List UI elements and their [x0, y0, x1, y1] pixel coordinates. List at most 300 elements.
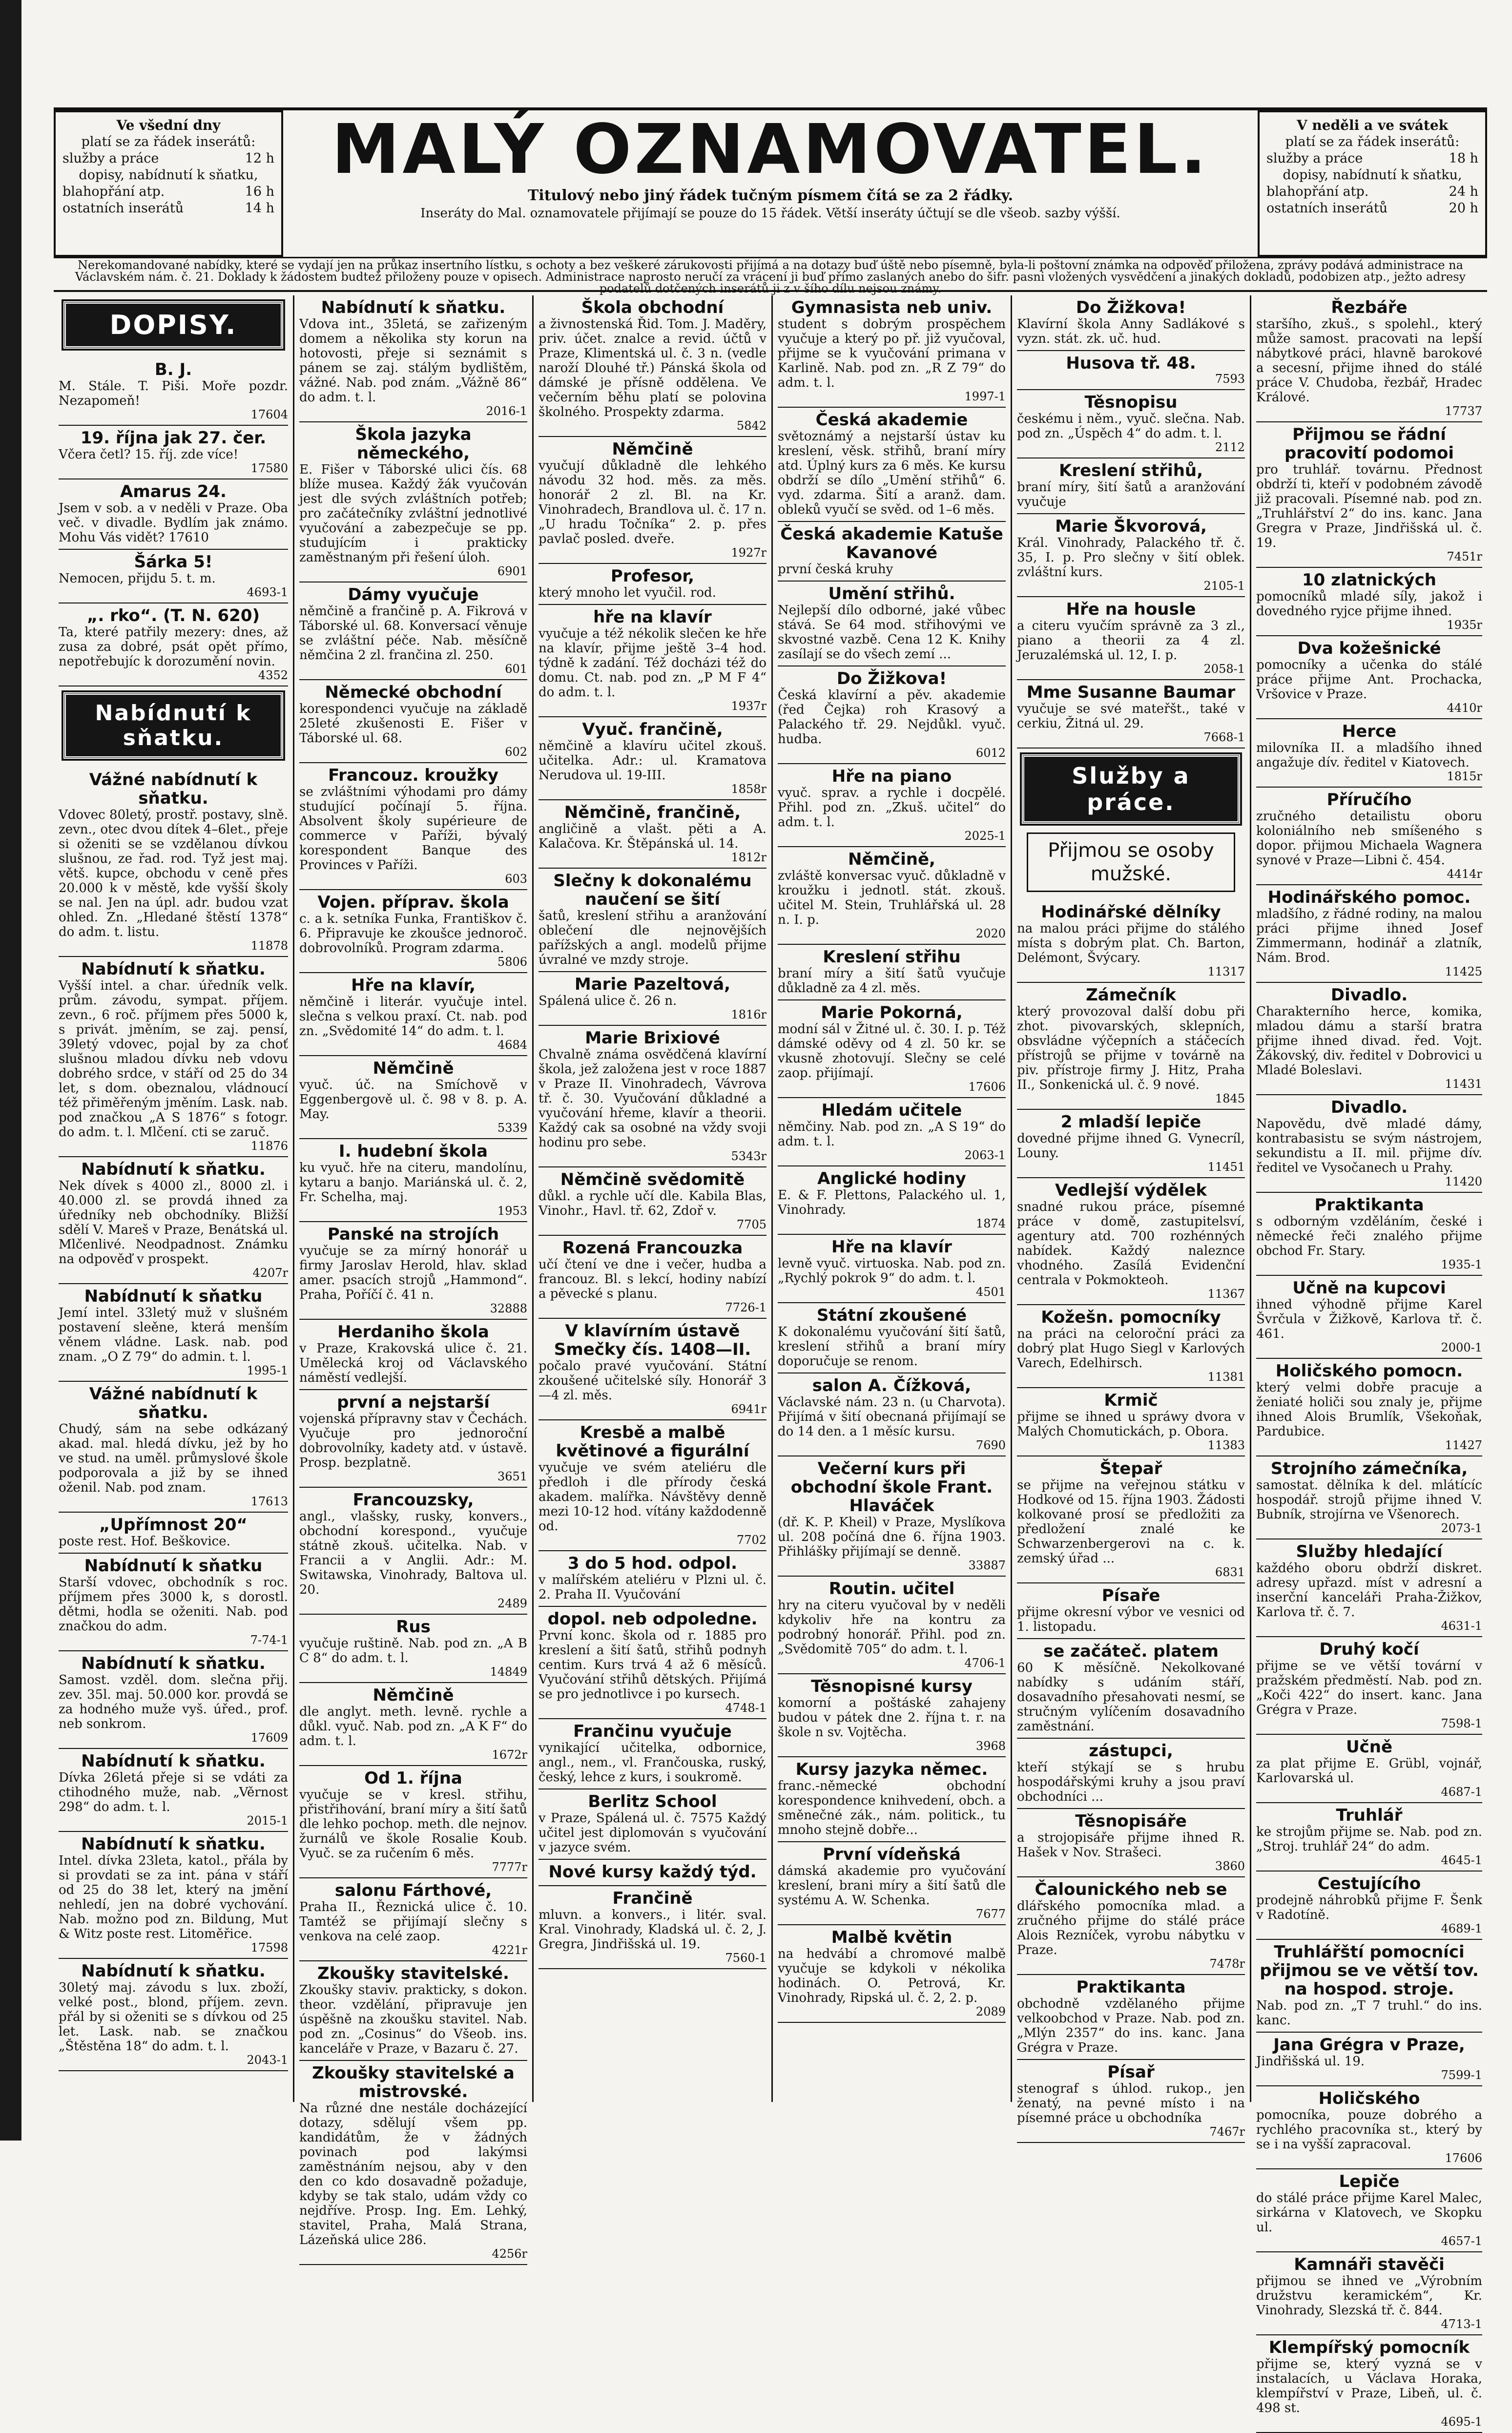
- classified-ad: [59, 1513, 288, 1554]
- classified-ad: [539, 1236, 766, 1319]
- ad-text: počalo pravé vyučování. Státní zkoušené učitelské síly. Honorář 3—4 zl. měs.: [539, 1359, 766, 1403]
- ad-heading: Vážné nabídnutí k sňatku.: [89, 770, 258, 808]
- ad-reference: 4221r: [492, 1943, 527, 1957]
- classified-ad: [299, 1615, 527, 1683]
- classified-ad: [778, 1166, 1006, 1235]
- ad-heading: Kresbě a malbě květinové a figurální: [556, 1423, 749, 1461]
- classified-ad: [1256, 1276, 1482, 1359]
- ad-reference: 17737: [1445, 404, 1482, 418]
- ad-reference: 1935-1: [1441, 1258, 1482, 1271]
- ad-heading: Frančinu vyučuje: [573, 1722, 732, 1741]
- ad-text: vyučuje ruštině. Nab. pod zn. „A B C 8“ do adm. t. l.: [299, 1636, 527, 1665]
- ad-text: na hedvábí a chromové malbě vyučuje se kdykoli v nékolika hodinách. O. Petrová, Kr. Vinohrady, Ripská ul. č. 2, 2. p.: [778, 1947, 1006, 2005]
- rate-box-sunday: [1258, 110, 1487, 257]
- ad-reference: 7478r: [1209, 1957, 1245, 1971]
- ad-heading: Praktikanta: [1076, 1977, 1186, 1997]
- ad-text: vyuč. sprav. a rychle i docpělé. Přihl. pod zn. „Zkuš. učitel“ do adm. t. l.: [778, 786, 1006, 830]
- ad-heading: Dva kožešnické: [1297, 639, 1441, 658]
- rate-line: služby a práce 18 h: [1266, 151, 1478, 166]
- ad-reference: 7705: [736, 1218, 766, 1231]
- ad-heading: Vyuč. frančině,: [582, 720, 723, 739]
- ad-heading: Šárka 5!: [134, 552, 213, 572]
- ad-reference: 7598-1: [1441, 1717, 1482, 1730]
- ad-reference: 4352: [258, 668, 288, 682]
- classified-ad: [59, 479, 288, 550]
- classified-ad: [1017, 983, 1245, 1110]
- classified-ad: [539, 800, 766, 869]
- ad-heading: „Upřímnost 20“: [99, 1515, 248, 1535]
- classified-ad: [539, 1420, 766, 1551]
- ad-text: dovedné přijme ihned G. Vynecríl, Louny.: [1017, 1131, 1245, 1161]
- ad-text: První konc. škola od r. 1885 pro kreslení a šití šatů, střihů podnyh centim. Kurs trvá 4 až 6 měsíců. Vyučování střihů dětských. Přijímá se pro jednotlivce i po kursech.: [539, 1628, 766, 1702]
- ad-text: vyučuje se své mateřšt., také v cerkiu, Žitná ul. 29.: [1017, 702, 1245, 731]
- classified-ad: [778, 1925, 1006, 2023]
- ad-text: Klavírní škola Anny Sadlákové s vyzn. stát. zk. uč. hud.: [1017, 317, 1245, 346]
- classified-ad: [778, 764, 1006, 847]
- ad-heading: Nabídnutí k sňatku: [84, 1287, 263, 1306]
- ad-heading: se začáteč. platem: [1043, 1642, 1219, 1661]
- classified-ad: [539, 717, 766, 800]
- ad-reference: 14849: [490, 1665, 527, 1679]
- ad-text: Praha II., Řeznická ulice č. 10. Tamtéž se přijímají slečny s venkova na celé zaop.: [299, 1900, 527, 1944]
- classified-ad: [299, 1878, 527, 1961]
- classified-ad: [299, 680, 527, 763]
- ad-heading: Nabídnutí k sňatku.: [81, 1654, 266, 1673]
- ad-heading: Krmič: [1104, 1391, 1158, 1410]
- ad-reference: 3968: [975, 1739, 1006, 1753]
- ad-text: braní míry, šití šatů a aranžování vyučuje: [1017, 480, 1245, 509]
- ad-text: a živnostenská Řid. Tom. J. Maděry, priv. účet. znalce a revid. účtů v Praze, Klimentská ul. č. 3 n. (vedle naroží Dlouhé tř.) Pánská škola od dámské je přísně oddělena. Ve večerním běhu platí se polovina školného. Prospekty zdarma.: [539, 317, 766, 419]
- ad-heading: Nabídnutí k sňatku.: [81, 1751, 266, 1771]
- classified-ad: [1017, 1388, 1245, 1456]
- classified-ad: [778, 1674, 1006, 1757]
- ad-reference: 2043-1: [247, 2053, 288, 2067]
- ad-reference: 1816r: [731, 1008, 766, 1021]
- classified-ad: [299, 1766, 527, 1878]
- ad-text: se zvláštními výhodami pro dámy studující počínají 5. října. Absolvent školy supérieure de commerce v Paříži, bývalý korespondent Banque des Provinces v Paříži.: [299, 785, 527, 873]
- ad-text: Nab. pod zn. „T 7 truhl.“ do ins. kanc.: [1256, 1998, 1482, 2028]
- ad-heading: I. hudební škola: [338, 1142, 488, 1161]
- ad-reference: 11425: [1445, 965, 1482, 978]
- ad-heading: Hře na klavír,: [351, 976, 476, 995]
- ad-reference: 11876: [250, 1139, 288, 1153]
- ad-reference: 4695-1: [1441, 2415, 1482, 2429]
- ad-heading: V klavírním ústavě Smečky čís. 1408—II.: [554, 1321, 751, 1359]
- ad-text: student s dobrým prospěchem vyučuje a který po př. již vyučoval, přijme se k vyučování primana v Karlině. Nab. pod zn. „R Z 79“ do adm. t. l.: [778, 317, 1006, 390]
- classified-ad: [778, 1235, 1006, 1303]
- ad-text: Vyšší intel. a char. úředník velk. prům. závodu, sympat. příjem. zevn., 6 roč. příjmem přes 5000 k, s privát. jměním, se zaj. pensí, 39letý vdovec, pojal by za choť slušnou mladou dívku neb vdovu dobrého srdce, v stáří od 25 do 34 let, s dom. obeznalou, vládnoucí též přiměřeným jměním. Lask. nab. pod značkou „A S 1876“ s fotogr. do adm. t. l. Mlčení. cti se zaruč.: [59, 978, 288, 1140]
- ad-heading: Cestujícího: [1317, 1874, 1421, 1893]
- classified-ad: [1017, 597, 1245, 680]
- ad-text: a citeru vyučím správně za 3 zl., piano a theorii za 4 zl. Jeruzalémská ul. 12, I. p.: [1017, 619, 1245, 663]
- rate-title: Ve všední dny: [116, 117, 221, 133]
- ad-reference: 4501: [975, 1285, 1006, 1299]
- ad-heading: Holičského: [1318, 2089, 1420, 2108]
- classified-ad: [539, 295, 766, 437]
- ad-text: Česká klavírní a pěv. akademie (řed Čejka) roh Krasový a Palackého tř. 29. Nejdůkl. vyuč. hudba.: [778, 688, 1006, 747]
- ad-heading: Škola jazyka německého,: [355, 425, 472, 463]
- ad-reference: 1937r: [731, 699, 766, 713]
- rate-line: platí se za řádek inserátů:: [1285, 134, 1460, 149]
- ad-heading: 19. října jak 27. čer.: [80, 428, 267, 448]
- classified-ad: [1256, 1456, 1482, 1539]
- classified-ad: [1017, 1583, 1245, 1639]
- ad-reference: 4207r: [252, 1266, 288, 1280]
- ad-heading: dopol. neb odpoledne.: [547, 1609, 758, 1629]
- ad-heading: Nabídnutí k sňatku: [84, 1556, 263, 1576]
- ad-reference: 2489: [497, 1597, 527, 1610]
- ad-text: vyučuje a též nékolik slečen ke hře na klavír, přijme ještě 3–4 hod. týdně k zadání. Též docházi též do domu. Ct. nab. pod zn. „P M F 4“ do adm. t. l.: [539, 626, 766, 700]
- classified-ad: [59, 603, 288, 686]
- ad-heading: Nabídnutí k sňatku.: [81, 1160, 266, 1179]
- ad-reference: 17606: [1445, 2151, 1482, 2165]
- classified-ad: [1256, 1193, 1482, 1276]
- classified-ad: [59, 1382, 288, 1513]
- ad-reference: 4687-1: [1441, 1785, 1482, 1799]
- ad-heading: Němčině: [612, 439, 693, 459]
- ad-text: Chvalně známa osvědčená klavírní škola, jež založena jest v roce 1887 v Praze II. Vinohradech, Vávrova tř. č. 30. Vyučování důkladné a vyučování hřeme, klavír a theorii. Každý cak sa osobné na vždy svoji hodinu pro sebe.: [539, 1047, 766, 1150]
- ad-heading: Hře na klavír: [831, 1237, 952, 1257]
- classified-ad: [1017, 458, 1245, 514]
- page-title: MALÝ OZNAMOVATEL.: [331, 110, 1209, 189]
- classified-ad: [1256, 295, 1482, 422]
- ad-text: Včera četl? 15. říj. zde více!: [59, 447, 239, 462]
- ad-heading: Kamnáři stavěči: [1294, 2255, 1445, 2274]
- ad-heading: Slečny k dokonalému naučení se šití: [553, 871, 752, 909]
- ad-reference: 2020: [975, 927, 1006, 940]
- ad-heading: Čalounického neb se: [1035, 1880, 1227, 1899]
- ad-heading: Vojen. příprav. škola: [317, 893, 509, 912]
- classified-ad: [778, 945, 1006, 1000]
- ad-heading: Němčině: [373, 1059, 454, 1078]
- ad-reference: 32888: [490, 1302, 527, 1315]
- ad-text: 30letý maj. závodu s lux. zboží, velké post., blond, příjem. zevn. přál by si oženiti se s dívkou od 25 let. Lask. nab. se značkou „Štěstěna 18“ do adm. t. l.: [59, 1980, 288, 2054]
- ad-text: Ta, které patřily mezery: dnes, až zusa za dobré, psát opět přímo, nepotřebujíc k dorozumění novin.: [59, 625, 288, 669]
- ad-text: a strojopisáře přijme ihned R. Hašek v Nov. Strašeci.: [1017, 1830, 1245, 1860]
- ad-reference: 7560-1: [725, 1951, 766, 1965]
- classified-ad: [1017, 1975, 1245, 2060]
- ad-heading: Kreslení střihů,: [1058, 461, 1203, 480]
- classified-ad: [59, 957, 288, 1157]
- ad-heading: Amarus 24.: [120, 482, 227, 501]
- ad-text: vyučuje se v kresl. střihu, přistřihování, braní míry a šití šatů dle lehko pochop. meth. dle nejnov. žurnálů ve škole Rosalie Koub. Vyuč. se za ručením 6 měs.: [299, 1788, 527, 1861]
- ad-heading: Nabídnutí k sňatku.: [81, 1834, 266, 1854]
- ad-reference: 7726-1: [725, 1301, 766, 1314]
- classified-ad: [1256, 719, 1482, 788]
- ad-reference: 2000-1: [1441, 1341, 1482, 1354]
- ad-heading: Vedlejší výdělek: [1055, 1181, 1207, 1200]
- ad-text: Samost. vzděl. dom. slečna přij. zev. 35l. maj. 50.000 kor. provdá se za hodného muže vyš. úřed., prof. neb sonkrom.: [59, 1673, 288, 1731]
- ad-text: Dívka 26letá přeje si se vdáti za ctihodného muže, nab. „Věrnost 298“ do adm. t. l.: [59, 1770, 288, 1814]
- classified-ad: [778, 847, 1006, 945]
- ad-heading: Večerní kurs při obchodní škole Frant. Hlaváček: [790, 1459, 993, 1516]
- ad-reference: 1927r: [731, 546, 766, 560]
- ad-heading: Malbě květin: [831, 1928, 953, 1947]
- ad-reference: 1672r: [492, 1748, 527, 1762]
- ad-heading: Zkoušky stavitelské a mistrovské.: [312, 2063, 515, 2101]
- classified-ad: [778, 1757, 1006, 1842]
- ad-text: který velmi dobře pracuje a ženiaté holiči sou znaly je, přijme ihned Alois Brumlík, Všekoňak, Pardubice.: [1256, 1380, 1482, 1439]
- ad-heading: Praktikanta: [1314, 1195, 1424, 1215]
- ad-reference: 17604: [250, 408, 288, 421]
- classified-ad: [778, 1303, 1006, 1373]
- classified-ad: [1256, 1872, 1482, 1940]
- ad-heading: první a nejstarší: [337, 1393, 490, 1412]
- ad-heading: Francouzsky,: [352, 1490, 474, 1510]
- ad-reference: 4410r: [1447, 701, 1482, 715]
- ad-columns: [54, 295, 1487, 2429]
- classified-ad: [778, 666, 1006, 764]
- classified-ad: [59, 1959, 288, 2071]
- classified-ad: [299, 763, 527, 890]
- ad-reference: 1997-1: [964, 390, 1006, 403]
- ad-text: vyuč. úč. na Smíchově v Eggenbergově ul. č. 98 v 8. p. A. May.: [299, 1078, 527, 1122]
- ad-reference: 6012: [975, 746, 1006, 760]
- ad-reference: 17609: [250, 1731, 288, 1745]
- classified-ad: [299, 582, 527, 680]
- classified-ad: [1017, 1178, 1245, 1305]
- ad-heading: Profesor,: [610, 566, 695, 586]
- ad-reference: 11317: [1207, 965, 1245, 978]
- rate-title: V neděli a ve svátek: [1296, 117, 1449, 133]
- column-4: [771, 295, 1011, 2102]
- ad-heading: Lepiče: [1339, 2172, 1400, 2191]
- ad-reference: 5806: [497, 955, 527, 969]
- ad-reference: 11427: [1445, 1438, 1482, 1452]
- ad-reference: 11367: [1207, 1287, 1245, 1301]
- classified-ad: [299, 1390, 527, 1488]
- classified-ad: [539, 972, 766, 1026]
- ad-heading: Německé obchodní: [325, 683, 502, 702]
- ad-text: levně vyuč. virtuoska. Nab. pod zn. „Rychlý pokrok 9“ do adm. t. l.: [778, 1256, 1006, 1286]
- classified-ad: [299, 973, 527, 1056]
- classified-ad: [778, 1098, 1006, 1166]
- ad-heading: Herce: [1342, 722, 1397, 741]
- ad-reference: 2063-1: [964, 1148, 1006, 1162]
- classified-ad: [1017, 351, 1245, 390]
- ad-text: Spálená ulice č. 26 n.: [539, 994, 677, 1008]
- classified-ad: [1256, 2086, 1482, 2169]
- ad-heading: hře na klavír: [593, 607, 712, 627]
- classified-ad: [539, 1319, 766, 1420]
- ad-text: ke strojům přijme se. Nab. pod zn. „Stroj. truhlář 24“ do adm.: [1256, 1825, 1482, 1854]
- ad-heading: Učně na kupcovi: [1292, 1278, 1446, 1298]
- ad-heading: Služby hledající: [1296, 1542, 1443, 1561]
- classified-ad: [778, 295, 1006, 408]
- classified-ad: [1256, 885, 1482, 983]
- ad-text: který provozoval další dobu při zhot. pivovarských, sklepních, obsvládne výčepních a stáčecích přístrojů se přijme v továrně na piv. přístroje firmy J. Hitz, Praha II., Sonkenická ul. č. 9 nové.: [1017, 1004, 1245, 1092]
- ad-text: (dř. K. P. Kheil) v Praze, Myslíkova ul. 208 počíná dne 6. října 1903. Přihlášky přijímají se denně.: [778, 1515, 1006, 1559]
- ad-text: vyučuje ve svém ateliéru dle předloh i dle přírody česká akadem. malířka. Návštěvy denně mezi 10-12 hod. vítány každodenně od.: [539, 1460, 766, 1534]
- section-heading-nabidnuti: Nabídnutí k sňatku.: [63, 692, 283, 759]
- ad-text: vyučují důkladně dle lehkého návodu 32 hod. měs. za měs. honorář 2 zl. Bl. na Kr. Vinohradech, Brandlova ul. č. 17 n. „U hradu Točníka“ 2. p. přes pavlač posled. dveře.: [539, 458, 766, 546]
- ad-text: s odborným vzděláním, české i německé řeči znalého přijme obchod Fr. Stary.: [1256, 1214, 1482, 1258]
- ad-text: přijme se ihned u spráwy dvora v Malých Chomutickách, p. Obora.: [1017, 1410, 1245, 1439]
- ad-heading: 3 do 5 hod. odpol.: [567, 1554, 738, 1573]
- ad-reference: 4693-1: [247, 585, 288, 599]
- rate-line: blahopřání atp. 24 h: [1266, 184, 1478, 199]
- rate-line: ostatních inserátů 14 h: [62, 201, 274, 216]
- classified-ad: [1256, 1637, 1482, 1735]
- ad-text: franc.-německé obchodní korespondence knihvedení, obch. a směnečné zák., nám. politick., tu mnoho stejně dobře...: [778, 1779, 1006, 1837]
- ad-text: komorní a poštáské zahajeny budou v pátek dne 2. října t. r. na škole n sv. Vojtěcha.: [778, 1696, 1006, 1740]
- ad-reference: 7702: [736, 1533, 766, 1547]
- ad-reference: 2025-1: [964, 829, 1006, 843]
- ad-heading: Francouz. kroužky: [328, 766, 498, 785]
- column-3: [532, 295, 771, 2102]
- ad-heading: Hodinářské dělníky: [1041, 902, 1221, 922]
- ad-reference: 3860: [1215, 1859, 1245, 1873]
- classified-ad: [59, 1157, 288, 1284]
- ad-reference: 6901: [497, 564, 527, 578]
- ad-heading: Truhlářští pomocníci přijmou se ve větší tov. na hospod. stroje.: [1260, 1942, 1479, 1999]
- ad-text: zvláště konversac vyuč. důkladně v kroužku i jednotl. stát. zkouš. učitel M. Stein, Truhlářská ul. 28 n. I. p.: [778, 869, 1006, 927]
- classified-ad: [539, 1860, 766, 1886]
- ad-reference: 603: [505, 872, 527, 886]
- classified-ad: [59, 1284, 288, 1382]
- classified-ad: [1256, 983, 1482, 1095]
- ad-reference: 7467r: [1209, 2125, 1245, 2139]
- subtitle: Titulový nebo jiný řádek tučným písmem čítá se za 2 řádky.: [527, 187, 1014, 204]
- ad-text: hry na citeru vyučoval by v neděli kdykoliv hře na kontru za podrobný honorář. Přihl. pod zn. „Svědomitě 705“ do adm. t. l.: [778, 1598, 1006, 1657]
- ad-reference: 17606: [968, 1080, 1006, 1094]
- ad-reference: 11420: [1445, 1175, 1482, 1188]
- ad-heading: Marie Škvorová,: [1055, 517, 1207, 536]
- ad-text: Nejlepší dílo odborné, jaké vůbec stává. Se 64 mod. střihovými ve skvostné vazbě. Cena 12 K. Knihy zasílají se do všech zemí ...: [778, 603, 1006, 662]
- ad-text: Na různé dne nestále docházející dotazy, sdělují všem pp. kandidátům, že v žádných povinach pod lakýmsi zaměstnáním nejsou, aby v den den co kdo dosavadně požaduje, kdyby se tak stalo, udám vždy co nejdříve. Prosp. Ing. Em. Lehký, stavitel, Praha, Malá Strana, Lázeňská ulice 286.: [299, 2101, 527, 2247]
- ad-text: mluvn. a konvers., i litér. sval. Kral. Vinohrady, Kladská ul. č. 2, J. Gregra, Jindřišská ul. 19.: [539, 1908, 766, 1952]
- classified-ad: [59, 357, 288, 426]
- ad-text: Charakterního herce, komika, mladou dámu a starší bratra přijme ihned divad. řed. Vojt. Žákovský, div. ředitel v Dobrovici u Mladé Boleslavi.: [1256, 1004, 1482, 1078]
- ad-reference: 11381: [1207, 1370, 1245, 1384]
- ad-reference: 4748-1: [725, 1701, 766, 1715]
- ad-heading: B. J.: [154, 360, 192, 379]
- classified-ad: [539, 1789, 766, 1860]
- ad-text: korespondenci vyučuje na základě 25leté zkušenosti E. Fišer v Táborské ul. 68.: [299, 702, 527, 746]
- ad-reference: 601: [505, 662, 527, 676]
- subsection-heading-prijmou: Přijmou se osoby mužské.: [1027, 832, 1235, 892]
- ad-heading: Divadlo.: [1330, 985, 1408, 1005]
- classified-ad: [1256, 2033, 1482, 2086]
- classified-ad: [1256, 1539, 1482, 1637]
- ad-text: pomocníka, pouze dobrého a rychlého pracovníka st., který by se i na vyšší zapracoval.: [1256, 2108, 1482, 2152]
- ad-text: E. & F. Plettons, Palackého ul. 1, Vinohrady.: [778, 1188, 1006, 1217]
- ad-text: milovníka II. a mladšího ihned angažuje dív. ředitel v Kiatovech.: [1256, 741, 1482, 770]
- ad-reference: 4706-1: [964, 1656, 1006, 1670]
- ad-text: učí čtení ve dne i večer, hudba a francouz. Bl. s lekcí, hodiny nabízí a pěvecké s planu.: [539, 1257, 766, 1301]
- ad-text: poste rest. Hof. Beškovice.: [59, 1534, 230, 1549]
- classified-ad: [778, 1373, 1006, 1456]
- ad-text: přijmou se ihned ve „Výrobním družstvu keramickém“, Kr. Vinohrady, Slezská tř. č. 844.: [1256, 2274, 1482, 2318]
- classified-ad: [299, 890, 527, 973]
- classified-ad: [1017, 900, 1245, 983]
- ad-reference: 7593: [1215, 372, 1245, 386]
- classified-ad: [1017, 514, 1245, 597]
- ad-heading: Holičského pomocn.: [1275, 1361, 1463, 1381]
- ad-text: Vdova int., 35letá, se zařizeným domem a několika sty korun na hotovosti, přeje si seznámit s pánem se zaj. stálým bydlištěm, vážné. Nab. pod znám. „Vážně 86“ do adm. t. l.: [299, 317, 527, 405]
- classified-ad: [59, 1554, 288, 1651]
- ad-text: angl., vlašsky, rusky, konvers., obchodní korespond., vyučuje státně zkouš. učitelka. Nab. v Francii a v Anglii. Adr.: M. Switawska, Vinohrady, Baltova ul. 20.: [299, 1509, 527, 1597]
- admin-notice: Nerekomandované nabídky, které se vydají jen na průkaz insertního lístku, s ochoty a bez veškeré zárukovosti přijímá a na dotazy buď úště nebo písemně, byla-li poštovní známka na odpověď přiložena, zprávy podává administrace na Václavském nám. č. 21. Doklady k žádostem budtež přiloženy pouze v opisech. Administrace naprosto neručí za vrácení ji buď přímo zaslaných anebo do šifr. pasni vložených vysvědčení a jinakých dokladů, podobizen atp., ježto adresy podatelů dotčených inserátů ji z v šího dílu nejsou známy.: [54, 257, 1487, 292]
- ad-heading: zástupci,: [1089, 1741, 1173, 1761]
- ad-text: pro truhlář. továrnu. Přednost obdrží ti, kteří v podobném závodě již pracovali. Písemné nab. pod zn. „Truhlářství 2“ do ins. kanc. Jana Gregra v Praze, Jindřišská ul. č. 19.: [1256, 462, 1482, 550]
- classified-ad: [778, 1456, 1006, 1577]
- ad-text: vynikající učitelka, odbornice, angl., nem., vl. Frančouska, ruský, český, lehce z kurs, i soukromě.: [539, 1741, 766, 1785]
- classified-ad: [539, 605, 766, 717]
- ad-reference: 1935r: [1447, 618, 1482, 632]
- scan-edge: [0, 0, 21, 2141]
- ad-text: českému i něm., vyuč. slečna. Nab. pod zn. „Úspěch 4“ do adm. t. l.: [1017, 412, 1245, 441]
- classified-ad: [299, 1222, 527, 1320]
- ad-text: němčině a klavíru učitel zkouš. učitelka. Adr.: ul. Kramatova Nerudova ul. 19-III.: [539, 739, 766, 783]
- column-1: [54, 295, 293, 2102]
- ad-heading: Štepař: [1099, 1459, 1162, 1478]
- classified-ad: [539, 1026, 766, 1167]
- section-heading-dopisy: DOPISY.: [63, 301, 283, 349]
- rate-line: blahopřání atp. 16 h: [62, 184, 274, 199]
- ad-reference: 4414r: [1447, 867, 1482, 881]
- ad-reference: 11451: [1207, 1160, 1245, 1174]
- classified-ad: [1256, 2335, 1482, 2433]
- ad-heading: Státní zkoušené: [816, 1306, 967, 1325]
- ad-text: dámská akademie pro vyučování kreslení, brani míry a šití šatů dle systému A. W. Schenka.: [778, 1864, 1006, 1908]
- classified-ad: [778, 1577, 1006, 1674]
- ad-reference: 1995-1: [247, 1364, 288, 1377]
- ad-heading: Škola obchodní: [581, 298, 724, 317]
- ad-text: Vdovec 80letý, prostř. postavy, slně. zevn., otec dvou dítek 4–6let., přeje si oženiti se se vzdělanou dívkou slušnou, ze řad. rod. Tyž jest maj. větš. kupce, obchodu v ceně přes 20.000 k v městě, kde vyšší školy se nal. Jen na úpl. adr. budou vzat ohled. Zn. „Hledané štěstí 1378“ do adm. t. listu.: [59, 808, 288, 939]
- classified-ad: [539, 437, 766, 564]
- ad-reference: 4689-1: [1441, 1922, 1482, 1935]
- ad-text: modní sál v Žitné ul. č. 30. I. p. Též dámské oděvy od 4 zl. 50 kr. se vkusně zhotovují. Slečny se celé zaop. přijímají.: [778, 1022, 1006, 1081]
- classified-ad: [1017, 1739, 1245, 1809]
- ad-reference: 7-74-1: [250, 1633, 288, 1647]
- classified-ad: [1256, 788, 1482, 885]
- classified-ad: [1017, 1305, 1245, 1388]
- ad-text: Nemocen, přijdu 5. t. m.: [59, 571, 216, 586]
- ad-heading: Od 1. října: [364, 1768, 462, 1788]
- masthead: [54, 107, 1487, 295]
- ad-heading: Písař: [1107, 2062, 1155, 2082]
- classified-ad: [539, 564, 766, 605]
- ad-reference: 7668-1: [1203, 730, 1245, 744]
- ad-reference: 4645-1: [1441, 1853, 1482, 1867]
- ad-reference: 7599-1: [1441, 2068, 1482, 2082]
- rate-line: dopisy, nabídnutí k sňatku,: [79, 167, 258, 183]
- ad-heading: Příručího: [1326, 790, 1412, 810]
- classified-ad: [59, 1651, 288, 1749]
- ad-text: v Praze, Krakovská ulice č. 21. Umělecká kroj od Václavského náměstí vedlejší.: [299, 1341, 527, 1385]
- classified-ad: [59, 1832, 288, 1959]
- ad-heading: Routin. učitel: [828, 1579, 955, 1599]
- ad-heading: Strojního zámečníka,: [1270, 1459, 1468, 1478]
- ad-text: staršího, zkuš., s spolehl., který může samost. pracovati na lepší nábytkové práci, hlavně barokové a secesní, přijme ihned do stálé práce V. Chudoba, řezbář, Hradec Králové.: [1256, 317, 1482, 405]
- ad-text: se přijme na veřejnou státku v Hodkové od 15. října 1903. Žádosti kolkované prosí se předložiti za předložení znalé ke Schwarzenbergerovi na c. k. zemský úřad ...: [1017, 1478, 1245, 1566]
- classified-ad: [1017, 2060, 1245, 2143]
- ad-heading: Česká akademie Katuše Kavanové: [780, 524, 1003, 562]
- ad-text: angličině a vlašt. pěti a A. Kalačova. Kr. Štěpánská ul. 14.: [539, 822, 766, 851]
- classified-ad: [778, 582, 1006, 666]
- ad-heading: Jana Grégra v Praze,: [1273, 2035, 1465, 2055]
- ad-heading: Kožešn. pomocníky: [1041, 1308, 1221, 1327]
- classified-ad: [539, 869, 766, 972]
- classified-ad: [299, 1683, 527, 1766]
- classified-ad: [1017, 1110, 1245, 1178]
- ad-heading: Přijmou se řádní pracovití podomoi: [1284, 425, 1454, 463]
- ad-reference: 1858r: [731, 782, 766, 796]
- classified-ad: [1017, 390, 1245, 458]
- classified-ad: [59, 1749, 288, 1832]
- ad-heading: Němčině,: [848, 850, 935, 869]
